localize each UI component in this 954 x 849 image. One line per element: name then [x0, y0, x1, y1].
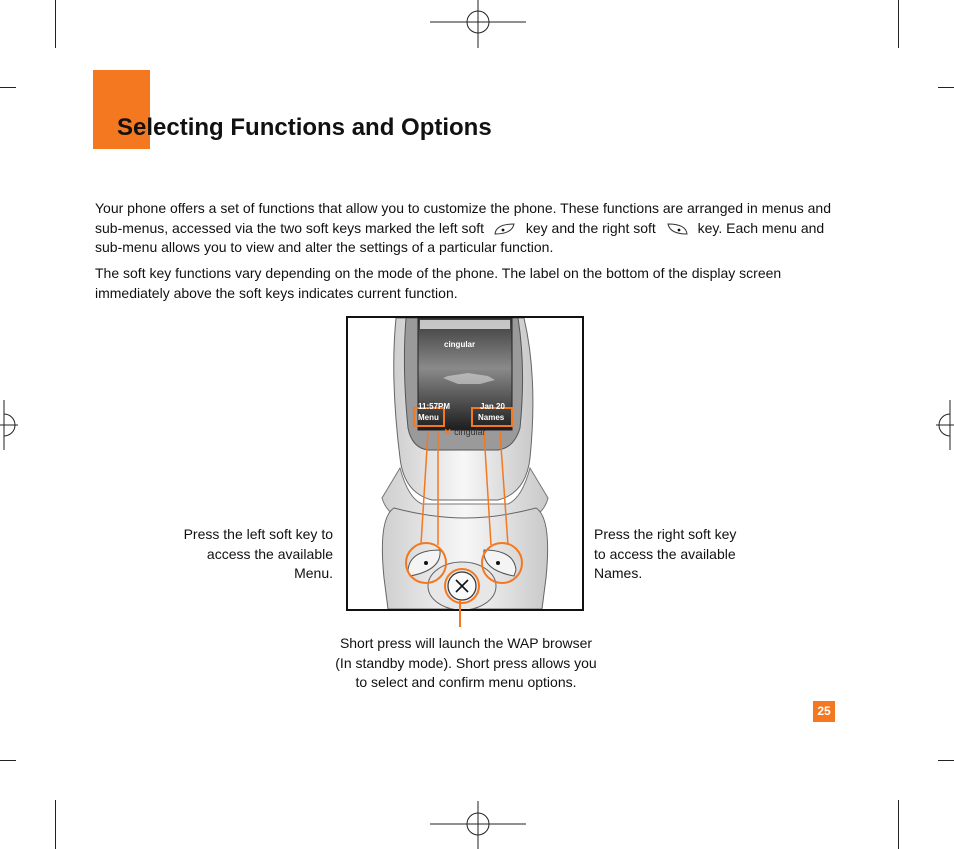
registration-mark-left [0, 400, 18, 450]
crop-mark [898, 800, 899, 849]
page-title: Selecting Functions and Options [117, 114, 492, 141]
crop-mark [0, 87, 16, 88]
crop-mark [938, 87, 954, 88]
crop-mark [938, 760, 954, 761]
callout-line: to select and confirm menu options. [355, 674, 577, 690]
callout-line: Press the right soft key [594, 526, 737, 542]
paragraph-text: key and the right soft [525, 219, 656, 236]
intro-paragraph [95, 199, 835, 258]
softkey-paragraph: The soft key functions vary depending on the mode of the phone. The label on the bottom of the display screen immediately above the soft keys indicates current function. [95, 265, 782, 301]
left-soft-key-icon [492, 221, 518, 237]
crop-mark [55, 0, 56, 48]
crop-mark [898, 0, 899, 48]
left-softkey-callout [160, 525, 333, 584]
crop-mark [0, 760, 16, 761]
bottom-callout-leader [459, 600, 461, 627]
callout-line: Short press will launch the WAP browser [339, 635, 593, 651]
callout-line: (In standby mode). Short press allows you [335, 654, 597, 671]
page-number: 25 [813, 701, 835, 722]
phone-illustration [346, 316, 584, 611]
registration-mark-right [936, 400, 954, 450]
callout-line: Menu. [294, 565, 333, 581]
screen-carrier-name: cingular [444, 340, 476, 349]
crop-mark [55, 800, 56, 849]
callout-line: Names. [594, 565, 643, 581]
paragraph-text: key. Each menu and sub-menu allows you to view and alter the settings of a particular function. [95, 219, 825, 255]
screen-right-softkey-label: Names [478, 413, 505, 422]
registration-mark-bottom [430, 801, 526, 849]
screen-left-softkey-label: Menu [418, 413, 439, 422]
right-soft-key-icon [664, 221, 690, 237]
callout-line: to access the available [594, 545, 736, 562]
registration-mark-top [430, 0, 526, 48]
phone-drawing [348, 318, 582, 609]
brand-logo [444, 427, 486, 438]
screen-date: Jan 20 [480, 402, 505, 411]
callout-line: Press the left soft key to [183, 526, 333, 542]
center-key-callout [316, 634, 616, 693]
brand-logo-text: cingular [454, 427, 486, 437]
right-softkey-callout [594, 525, 774, 584]
brand-logo-mark: ✕ [444, 427, 452, 437]
callout-line: access the available [206, 545, 333, 562]
paragraph-text: Your phone offers a set of functions that allow you to customize the phone. These functions are arranged in menus and sub-menus, accessed via the two soft keys marked the left soft [95, 200, 831, 236]
screen-time: 11:57PM [418, 402, 451, 411]
